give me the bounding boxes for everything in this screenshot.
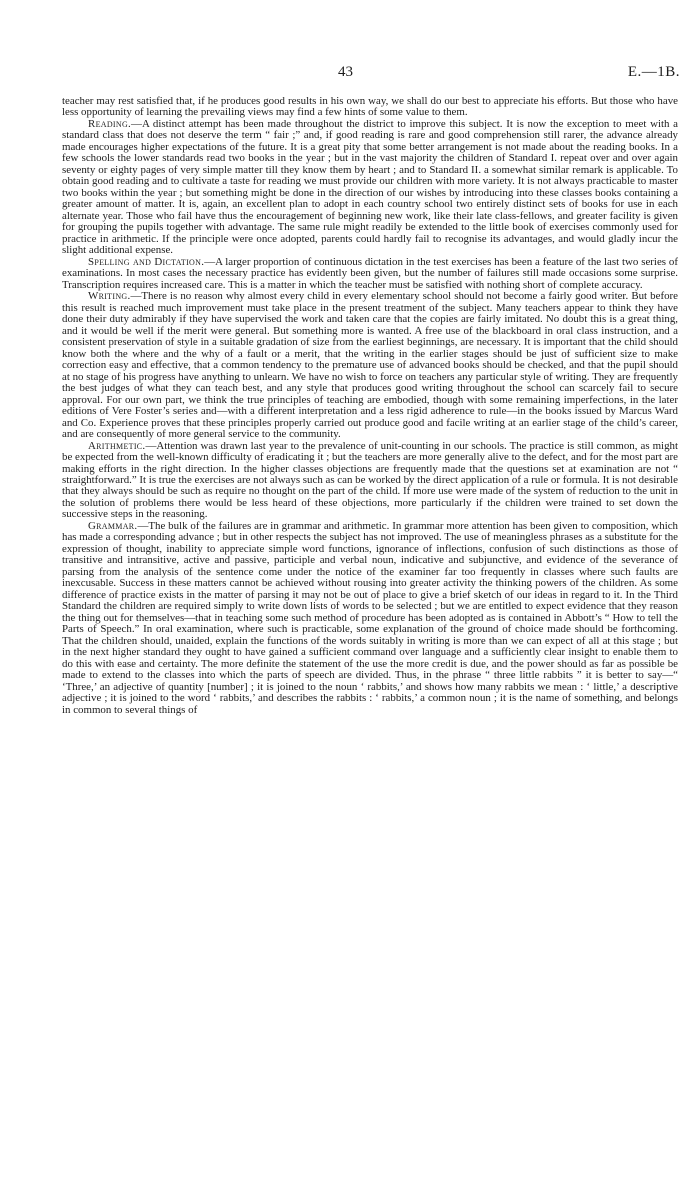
paragraph-text: —Attention was drawn last year to the prevalence of unit-counting in our schools. The practice is still common, as might be expected from the well-known difficulty of eradicating it ; but the teachers are more generally alive to the defect, and for the most part are making efforts in the right direction. In the higher classes objections are frequently made that the questions set at examination are not “ straightforward.” It is true the exercises are not always such as can be worked by the direct application of a rule or formula. It is not desirable that they always should be such as require no thought on the part of the child. If more use were made of the system of reduction to the unit in the solution of problems there would be less heard of these objections, more particularly if the children were trained to set down the successive steps in the reasoning.: [62, 439, 678, 521]
section-heading-writing: Writing.: [88, 290, 131, 303]
paragraph-spelling-dictation: [62, 257, 678, 291]
paragraph-text: teacher may rest satisfied that, if he produces good results in his own way, we shall do our best to appreciate his efforts. But those who have less opportunity of learning the prevailing views may find a few hints of some value to them.: [62, 95, 678, 119]
section-heading-reading: Reading.: [88, 117, 132, 130]
section-heading-spelling-dictation: Spelling and Dictation.: [88, 255, 205, 268]
paragraph-grammar: [62, 521, 678, 716]
section-heading-grammar: Grammar.: [88, 519, 138, 532]
page-header: [60, 64, 680, 86]
paragraph-text: —The bulk of the failures are in grammar and arithmetic. In grammar more attention has been given to composition, which has made a corresponding advance ; but in other respects the subject has not improved. The use of meaningless phrases as a substitute for the expression of thought, inability to appreciate simple word functions, ignorance of inflections, confusion of such distinctions as those of transitive and intransitive, active and passive, participle and verbal noun, indicative and subjunctive, and evidence of the severance of parsing from the analysis of the sentence come under the notice of the examiner far too frequently in classes where such faults are inexcusable. Success in these matters cannot be achieved without rousing into greater activity the thinking powers of the children. As some difference of practice exists in the matter of parsing it may not be out of place to give a brief sketch of our ideas in regard to it. In the Third Standard the children are required simply to write down lists of words to be selected ; but we are entitled to expect evidence that they reason the thing out for themselves—that in teaching some such method of procedure has been adopted as is contained in Abbott’s “ How to tell the Parts of Speech.” In oral examination, where such is practicable, some explanation of the ground of choice made should be forthcoming. That the children should, unaided, explain the functions of the words suitably in writing is more than we can expect of all at this stage ; but in the next higher standard they ought to have gained a sufficient command over language and a sufficiently clear insight to enable them to do this with ease and certainty. The more definite the statement of the use the more credit is due, and the power should as far as possible be made to extend to the classes into which the parts of speech are divided. Thus, in the phrase “ three little rabbits ” it is better to say—“ ‘Three,’ an adjective of quantity [number] ; it is joined to the noun ‘ rabbits,’ and shows how many rabbits we mean : ‘ little,’ a descriptive adjective ; it is joined to the word ‘ rabbits,’ and describes the rabbits : ‘ rabbits,’ a common noun ; it is the name of something, and belongs in common to several things of: [62, 519, 678, 716]
document-reference: E.—1B.: [627, 64, 680, 80]
section-heading-arithmetic: Arithmetic.: [88, 439, 146, 452]
page-number: 43: [338, 64, 353, 80]
paragraph-writing: [62, 291, 678, 440]
document-body: [62, 96, 678, 716]
paragraph-continuation: [62, 96, 678, 119]
paragraph-text: —There is no reason why almost every child in every elementary school should not become a fairly good writer. But before this result is reached much improvement must take place in the present treatment of the subject. Many teachers appear to think they have done their duty admirably if they have supervised the work and taken care that the copies are fairly imitated. No doubt this is a great thing, and it would be well if the merit were general. But something more is wanted. A free use of the blackboard in oral class instruction, and a consistent preservation of style in a suitable gradation of size from the earliest beginnings, are necessary. It is important that the child should know both the where and the why of a fault or a merit, that the writing in the earlier stages should be just of sufficient size to make correction easy and effective, that a common tendency to the premature use of advanced books should be checked, and that the pupil should at no stage of his progress have anything to unlearn. We have no wish to force on teachers any particular style of writing. They are frequently the best judges of what they can teach best, and any style that produces good writing throughout the school can scarcely fail to secure approval. For our own part, we think the true principles of teaching are embodied, though with some remaining imperfections, in the later editions of Vere Foster’s series and—with a different interpretation and a less rigid adherence to rule—in the books issued by Marcus Ward and Co. Experience proves that these principles properly carried out produce good and facile writing at an earlier stage of the child’s career, and are consequently of more general service to the community.: [62, 290, 678, 441]
paragraph-arithmetic: [62, 441, 678, 521]
paragraph-text: —A larger proportion of continuous dictation in the test exercises has been a feature of the last two series of examinations. In most cases the necessary practice has evidently been given, but the number of failures still made occasions some surprise. Transcription requires increased care. This is a matter in which the teacher must be satisfied with nothing short of complete accuracy.: [62, 255, 678, 291]
paragraph-text: —A distinct attempt has been made throughout the district to improve this subject. It is now the exception to meet with a standard class that does not deserve the term “ fair ;” and, if good reading is rare and good comprehension still rarer, the advance already made encourages higher expectations of the future. It is a great pity that some better arrangement is not made about the reading books. In a few schools the lower standards read two books in the year ; but in the vast majority the children of Standard I. repeat over and over again seventy or eighty pages of very simple matter till they know them by heart ; and to Standard II. a somewhat similar remark is applicable. To obtain good reading and to cultivate a taste for reading we must provide our children with more variety. It is not always practicable to master two books within the year ; but something might be done in the direction of our wishes by introducing into these classes books containing a greater amount of matter. It is, again, an excellent plan to adopt in each country school two entirely distinct sets of books for use in each alternate year. Those who fail have thus the encouragement of beginning new work, like their late class-fellows, and greater facility is given for grouping the pupils together with advantage. The same rule might readily be extended to the little book of exercises commonly used for practice in arithmetic. If the principle were once adopted, parents could hardly fail to recognise its advantages, and would gladly incur the slight additional expense.: [62, 117, 678, 257]
paragraph-reading: [62, 119, 678, 257]
